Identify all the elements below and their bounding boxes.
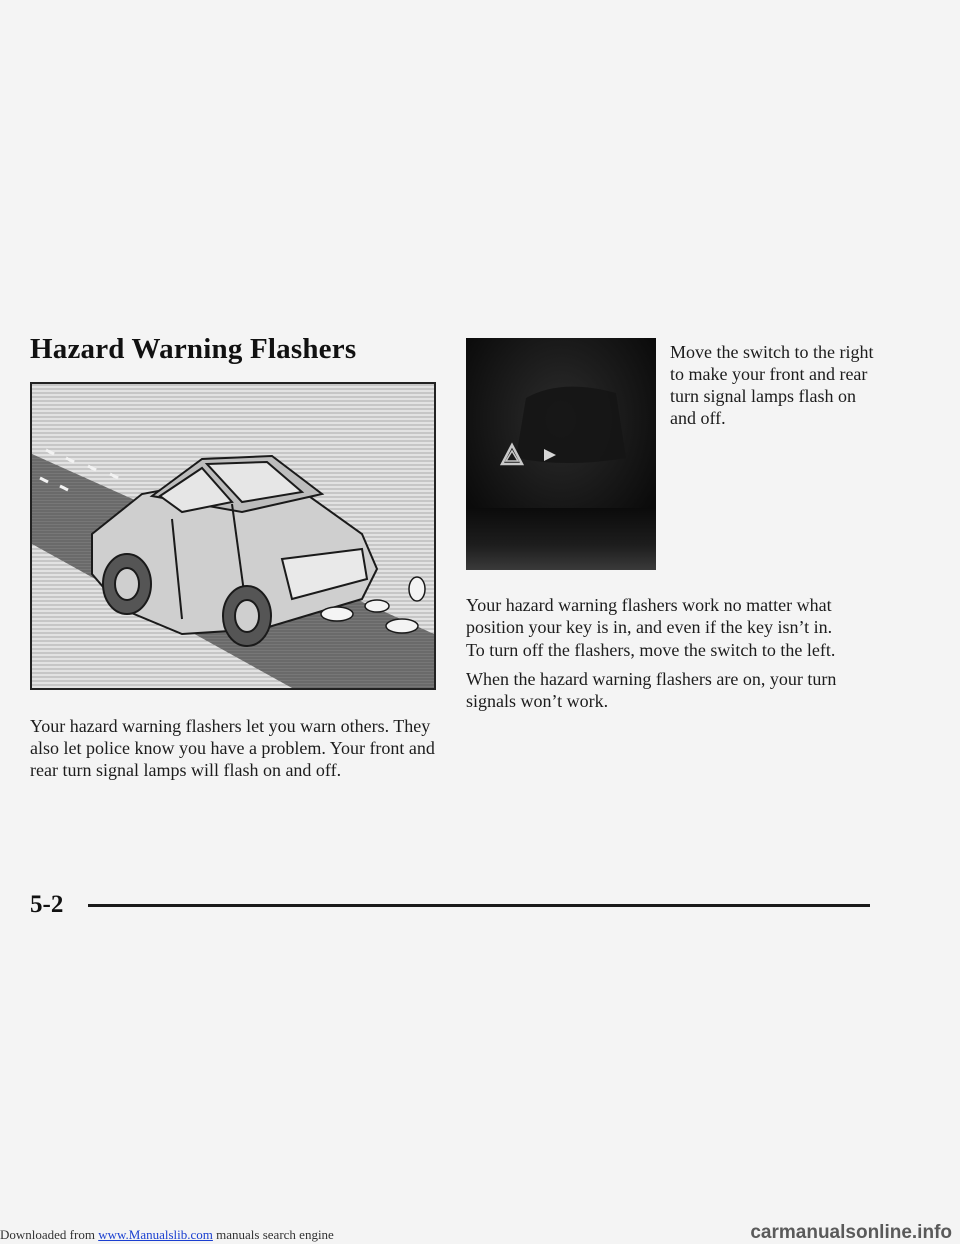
watermark: carmanualsonline.info [750,1222,952,1243]
turn-signal-paragraph: When the hazard warning flashers are on, your turn signals won’t work. [466,669,837,711]
page-rule [88,904,870,907]
page-number: 5-2 [30,891,64,918]
photo-caption: Move the switch to the right to make your front and rear turn signal lamps flash on and off. [670,342,874,428]
hazard-switch-photo [466,338,656,570]
footer-prefix: Downloaded from [0,1227,95,1242]
footer-suffix: manuals search engine [216,1227,334,1242]
manualslib-link[interactable]: www.Manualslib.com [98,1227,213,1242]
download-footer [0,1227,334,1243]
turn-off-paragraph: To turn off the flashers, move the switch to the left. [466,640,836,660]
intro-paragraph: Your hazard warning flashers let you warn others. They also let police know you have a problem. Your front and rear turn signal lamps will flash on and off. [30,716,435,780]
key-position-paragraph: Your hazard warning flashers work no matter what position your key is in, and even if the key isn’t in. [466,595,833,637]
car-hazard-illustration [30,382,436,690]
page-title: Hazard Warning Flashers [30,333,357,365]
